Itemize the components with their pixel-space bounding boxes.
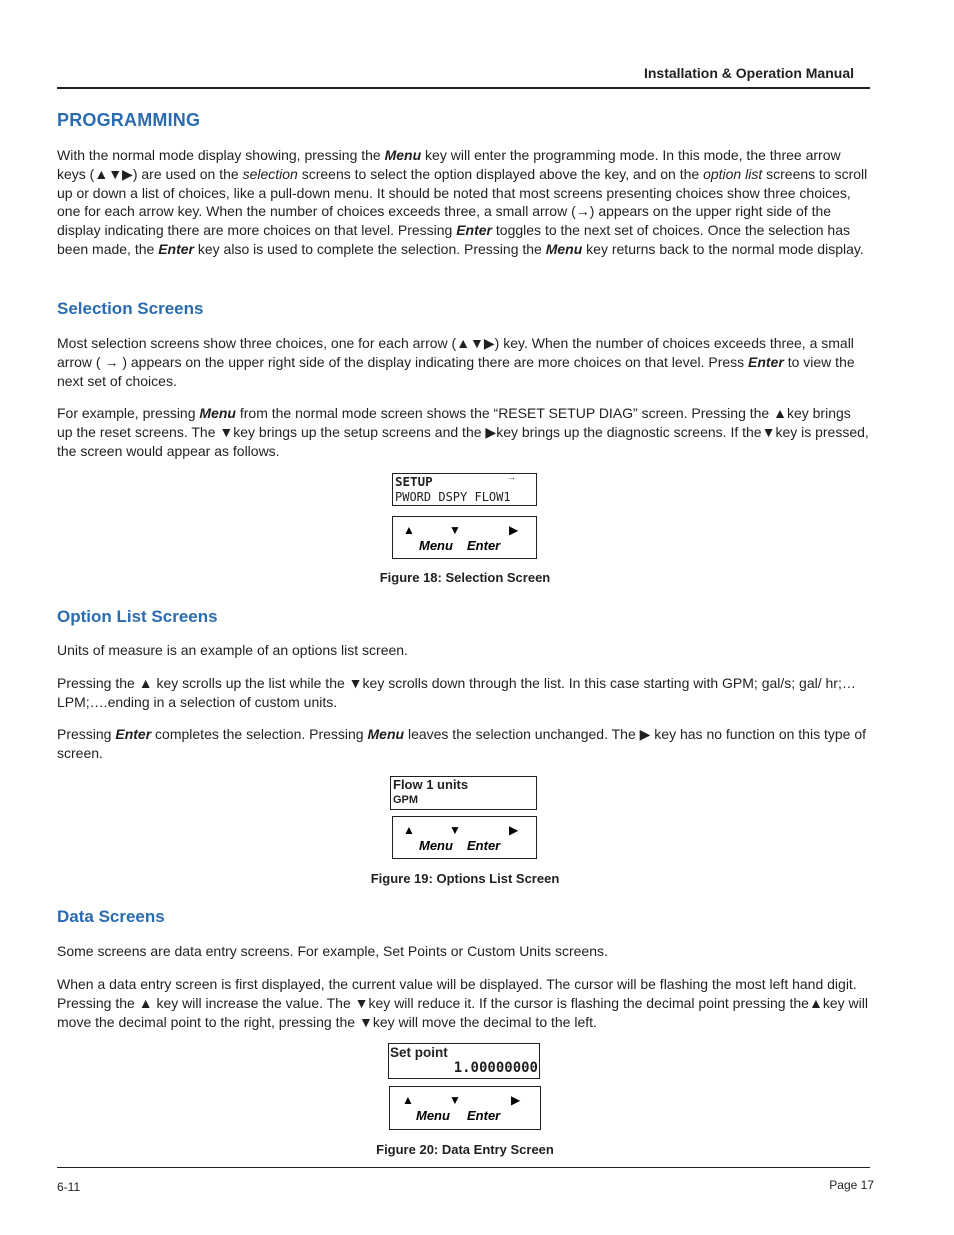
- setpoint-value: 1.00000000: [453, 1060, 538, 1076]
- right-key-icon[interactable]: ▶: [511, 1093, 521, 1107]
- down-arrow-icon: ▼: [761, 423, 776, 440]
- enter-key-label[interactable]: Enter: [467, 1108, 501, 1123]
- section-number: 6-11: [57, 1180, 81, 1194]
- selection-lcd-display: [392, 473, 537, 506]
- keypad-panel: [392, 516, 537, 559]
- option-list-paragraph-2: Pressing the ▲ key scrolls up the list while the ▼key scrolls down through the list. In this case starting with GPM; gal/s; gal/ hr;…LPM;….ending in a selection of custom units.: [57, 675, 856, 710]
- programming-heading: PROGRAMMING: [57, 110, 201, 130]
- up-arrow-icon: ▲: [808, 994, 823, 1011]
- options-lcd-display: [390, 776, 537, 810]
- arrow-keys-icon: ▲▼▶: [456, 335, 495, 351]
- enter-key-label[interactable]: Enter: [467, 838, 501, 853]
- small-arrow-icon: →: [104, 353, 119, 370]
- down-key-icon[interactable]: ▼: [449, 1093, 461, 1107]
- lcd-line-1: Set point: [390, 1045, 448, 1060]
- figure-19-caption: Figure 19: Options List Screen: [370, 871, 560, 886]
- keypad-panel: [392, 816, 537, 859]
- up-key-icon[interactable]: ▲: [403, 523, 415, 537]
- lcd-line-2: GPM: [393, 794, 419, 806]
- figure-20-caption: Figure 20: Data Entry Screen: [376, 1142, 554, 1157]
- down-arrow-icon: ▼: [219, 423, 234, 440]
- programming-paragraph: With the normal mode display showing, pressing the Menu key will enter the programming mode. In this mode, the three arrow keys (▲▼▶) are used on the selection screens to select the option displayed above the key, and on the option list screens to scroll up or down a list of choices, like a pull-down menu. It should be noted that most screens presenting choices show three choices, one for each arrow key. When the number of choices exceeds three, a small arrow (→) appears on the upper right side of the display indicating there are more choices on that level. Pressing Enter toggles to the next set of choices. Once the selection has been made, the Enter key also is used to complete the selection. Pressing the Menu key returns back to the normal mode display.: [57, 147, 868, 257]
- arrow-keys-icon: ▲▼▶: [94, 165, 133, 182]
- data-screens-paragraph-1: Some screens are data entry screens. For example, Set Points or Custom Units screens.: [57, 943, 608, 959]
- right-arrow-icon: ▶: [485, 423, 497, 440]
- down-arrow-icon: ▼: [354, 994, 369, 1011]
- data-entry-lcd-display: [388, 1043, 540, 1079]
- menu-key-label[interactable]: Menu: [419, 838, 453, 853]
- keypad-panel: [389, 1086, 541, 1130]
- small-arrow-icon: →: [575, 203, 590, 220]
- right-key-icon[interactable]: ▶: [509, 823, 519, 837]
- data-screens-paragraph-2: When a data entry screen is first displayed, the current value will be displayed. The cursor will be flashing the most left hand digit. Pressing the ▲ key will increase the value. The ▼key will reduce it. If the cursor is flashing the decimal point pressing the▲key will move the decimal point to the right, pressing the ▼key will move the decimal to the left.: [57, 976, 868, 1030]
- option-list-paragraph-1: Units of measure is an example of an options list screen.: [57, 642, 408, 658]
- page-number: Page 17: [829, 1178, 874, 1192]
- lcd-line-1: Flow 1 units: [393, 777, 469, 792]
- down-key-icon[interactable]: ▼: [449, 823, 461, 837]
- lcd-line-1: SETUP: [395, 474, 433, 489]
- up-arrow-icon: ▲: [138, 675, 153, 691]
- data-screens-heading: Data Screens: [57, 907, 165, 926]
- up-key-icon[interactable]: ▲: [403, 823, 415, 837]
- up-arrow-icon: ▲: [773, 405, 787, 421]
- selection-screens-heading: Selection Screens: [57, 299, 204, 318]
- figure-18-caption: Figure 18: Selection Screen: [379, 570, 551, 585]
- down-arrow-icon: ▼: [358, 1013, 373, 1030]
- up-key-icon[interactable]: ▲: [402, 1093, 414, 1107]
- menu-key-label[interactable]: Menu: [416, 1108, 450, 1123]
- lcd-line-2: PWORD DSPY FLOW1: [395, 490, 511, 504]
- right-arrow-icon: ▶: [639, 726, 651, 742]
- down-key-icon[interactable]: ▼: [449, 523, 461, 537]
- footer-rule: [57, 1167, 870, 1168]
- enter-key-label[interactable]: Enter: [467, 538, 501, 553]
- down-arrow-icon: ▼: [348, 675, 363, 691]
- menu-key-label[interactable]: Menu: [419, 538, 453, 553]
- more-choices-arrow-icon: →: [508, 473, 516, 482]
- option-list-heading: Option List Screens: [57, 607, 218, 626]
- manual-title: Installation & Operation Manual: [643, 65, 854, 81]
- option-list-paragraph-3: Pressing Enter completes the selection. Pressing Menu leaves the selection unchanged. The ▶ key has no function on this type of screen.: [57, 726, 866, 761]
- selection-paragraph-2: For example, pressing Menu from the normal mode screen shows the “RESET SETUP DIAG” screen. Pressing the ▲key brings up the reset screens. The ▼key brings up the setup screens and the ▶key brings up the diagnostic screens. If the▼key is pressed, the screen would appear as follows.: [57, 405, 869, 459]
- up-arrow-icon: ▲: [138, 994, 153, 1011]
- selection-paragraph-1: Most selection screens show three choices, one for each arrow (▲▼▶) key. When the number of choices exceeds three, a small arrow ( → ) appears on the upper right side of the display indicating there are more choices on that level. Press Enter to view the next set of choices.: [57, 335, 855, 389]
- header-rule: [57, 87, 870, 89]
- right-key-icon[interactable]: ▶: [509, 523, 519, 537]
